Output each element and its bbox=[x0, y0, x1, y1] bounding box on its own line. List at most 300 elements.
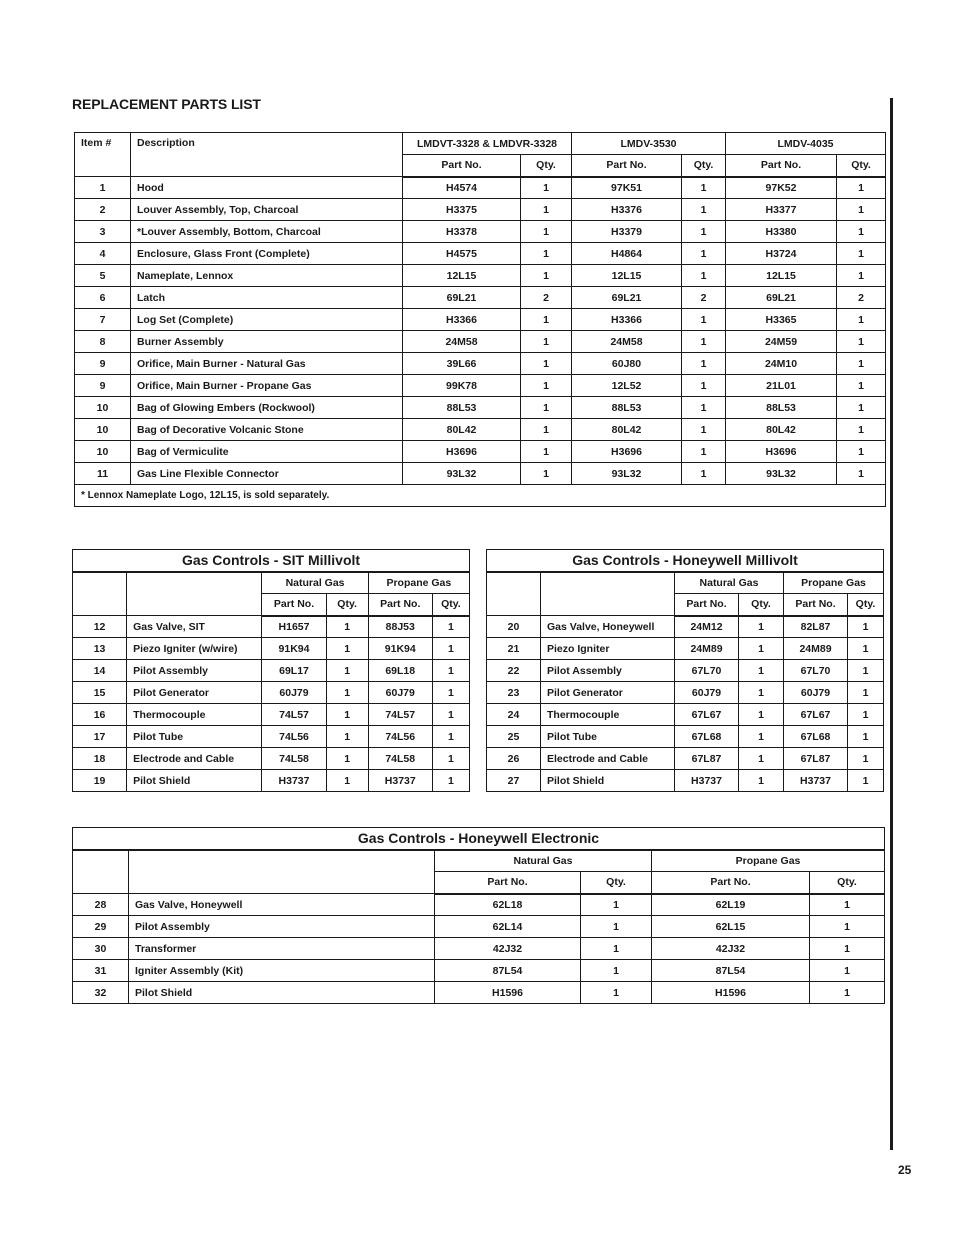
qty-cell: 1 bbox=[682, 177, 726, 199]
qty-cell: 1 bbox=[432, 726, 469, 748]
part-no-cell: 12L52 bbox=[572, 375, 682, 397]
part-no-cell: 24M59 bbox=[726, 331, 837, 353]
qty-cell: 1 bbox=[682, 353, 726, 375]
qty-cell: 1 bbox=[326, 682, 368, 704]
part-no-cell: H3375 bbox=[403, 199, 521, 221]
header-qty: Qty. bbox=[848, 594, 884, 616]
qty-cell: 1 bbox=[326, 616, 368, 638]
part-no-cell: 74L56 bbox=[262, 726, 326, 748]
header-part-no: Part No. bbox=[726, 155, 837, 177]
page-number: 25 bbox=[898, 1163, 912, 1177]
header-part-no: Part No. bbox=[403, 155, 521, 177]
part-no-cell: H3366 bbox=[572, 309, 682, 331]
blank-header bbox=[541, 572, 675, 616]
blank-header bbox=[129, 850, 435, 894]
table-row bbox=[75, 309, 886, 331]
header-qty: Qty. bbox=[326, 594, 368, 616]
part-no-cell: 24M89 bbox=[784, 638, 848, 660]
part-no-cell: 80L42 bbox=[726, 419, 837, 441]
qty-cell: 1 bbox=[521, 309, 572, 331]
part-no-cell: 67L67 bbox=[675, 704, 739, 726]
qty-cell: 1 bbox=[739, 638, 784, 660]
item-number: 5 bbox=[75, 265, 131, 287]
qty-cell: 1 bbox=[739, 660, 784, 682]
qty-cell: 1 bbox=[837, 375, 886, 397]
header-propane-gas: Propane Gas bbox=[784, 572, 884, 594]
item-number: 7 bbox=[75, 309, 131, 331]
part-description: Pilot Generator bbox=[127, 682, 262, 704]
header-item: Item # bbox=[75, 133, 131, 177]
qty-cell: 1 bbox=[521, 353, 572, 375]
part-no-cell: H3737 bbox=[784, 770, 848, 792]
item-number: 18 bbox=[73, 748, 127, 770]
part-no-cell: 91K94 bbox=[262, 638, 326, 660]
part-no-cell: H3737 bbox=[368, 770, 432, 792]
table-row bbox=[487, 748, 884, 770]
part-description: Thermocouple bbox=[541, 704, 675, 726]
part-no-cell: 60J79 bbox=[368, 682, 432, 704]
part-description: Pilot Tube bbox=[127, 726, 262, 748]
qty-cell: 1 bbox=[739, 726, 784, 748]
part-no-cell: 74L56 bbox=[368, 726, 432, 748]
qty-cell: 1 bbox=[837, 441, 886, 463]
qty-cell: 1 bbox=[521, 463, 572, 485]
part-no-cell: H3378 bbox=[403, 221, 521, 243]
qty-cell: 1 bbox=[581, 916, 652, 938]
item-number: 1 bbox=[75, 177, 131, 199]
qty-cell: 1 bbox=[326, 638, 368, 660]
qty-cell: 1 bbox=[682, 397, 726, 419]
part-no-cell: 69L21 bbox=[726, 287, 837, 309]
qty-cell: 2 bbox=[521, 287, 572, 309]
qty-cell: 1 bbox=[326, 726, 368, 748]
table-row bbox=[75, 265, 886, 287]
part-description: Gas Valve, Honeywell bbox=[129, 894, 435, 916]
part-description: Gas Line Flexible Connector bbox=[131, 463, 403, 485]
item-number: 28 bbox=[73, 894, 129, 916]
part-description: Burner Assembly bbox=[131, 331, 403, 353]
qty-cell: 1 bbox=[432, 748, 469, 770]
part-description: Piezo Igniter bbox=[541, 638, 675, 660]
part-no-cell: 74L57 bbox=[368, 704, 432, 726]
sit-table-title: Gas Controls - SIT Millivolt bbox=[73, 550, 470, 572]
part-no-cell: H4575 bbox=[403, 243, 521, 265]
item-number: 6 bbox=[75, 287, 131, 309]
table-row bbox=[73, 704, 470, 726]
table-row bbox=[73, 616, 470, 638]
header-model-lmdv-3530: LMDV-3530 bbox=[572, 133, 726, 155]
replacement-parts-table bbox=[74, 132, 886, 507]
part-no-cell: 87L54 bbox=[652, 960, 810, 982]
part-no-cell: 97K52 bbox=[726, 177, 837, 199]
part-description: Hood bbox=[131, 177, 403, 199]
table-row bbox=[487, 638, 884, 660]
part-description: Igniter Assembly (Kit) bbox=[129, 960, 435, 982]
table-row bbox=[73, 682, 470, 704]
qty-cell: 1 bbox=[837, 243, 886, 265]
table-row bbox=[73, 960, 885, 982]
qty-cell: 1 bbox=[810, 916, 885, 938]
part-no-cell: 88L53 bbox=[403, 397, 521, 419]
header-part-no: Part No. bbox=[652, 872, 810, 894]
item-number: 9 bbox=[75, 375, 131, 397]
header-part-no: Part No. bbox=[784, 594, 848, 616]
part-no-cell: 87L54 bbox=[435, 960, 581, 982]
qty-cell: 1 bbox=[581, 960, 652, 982]
part-no-cell: 69L18 bbox=[368, 660, 432, 682]
part-no-cell: H3696 bbox=[572, 441, 682, 463]
item-number: 32 bbox=[73, 982, 129, 1004]
part-description: Latch bbox=[131, 287, 403, 309]
item-number: 3 bbox=[75, 221, 131, 243]
qty-cell: 1 bbox=[682, 463, 726, 485]
qty-cell: 1 bbox=[682, 199, 726, 221]
part-no-cell: 67L68 bbox=[784, 726, 848, 748]
part-no-cell: 67L70 bbox=[675, 660, 739, 682]
part-no-cell: H3737 bbox=[675, 770, 739, 792]
header-propane-gas: Propane Gas bbox=[652, 850, 885, 872]
blank-header bbox=[73, 572, 127, 616]
part-no-cell: 88L53 bbox=[572, 397, 682, 419]
part-no-cell: 67L87 bbox=[675, 748, 739, 770]
part-no-cell: H3365 bbox=[726, 309, 837, 331]
part-no-cell: 60J79 bbox=[784, 682, 848, 704]
qty-cell: 1 bbox=[521, 375, 572, 397]
item-number: 26 bbox=[487, 748, 541, 770]
table-row bbox=[73, 982, 885, 1004]
qty-cell: 1 bbox=[432, 616, 469, 638]
item-number: 29 bbox=[73, 916, 129, 938]
header-qty: Qty. bbox=[810, 872, 885, 894]
item-number: 2 bbox=[75, 199, 131, 221]
part-no-cell: H3696 bbox=[403, 441, 521, 463]
part-description: Pilot Generator bbox=[541, 682, 675, 704]
item-number: 22 bbox=[487, 660, 541, 682]
part-no-cell: 60J79 bbox=[675, 682, 739, 704]
qty-cell: 1 bbox=[521, 331, 572, 353]
qty-cell: 1 bbox=[837, 353, 886, 375]
table-row bbox=[487, 682, 884, 704]
item-number: 12 bbox=[73, 616, 127, 638]
part-no-cell: 67L68 bbox=[675, 726, 739, 748]
part-no-cell: 91K94 bbox=[368, 638, 432, 660]
table-row bbox=[73, 770, 470, 792]
part-no-cell: 74L58 bbox=[368, 748, 432, 770]
part-no-cell: 60J79 bbox=[262, 682, 326, 704]
part-no-cell: 62L15 bbox=[652, 916, 810, 938]
part-no-cell: 67L87 bbox=[784, 748, 848, 770]
part-description: Pilot Shield bbox=[129, 982, 435, 1004]
part-no-cell: 93L32 bbox=[572, 463, 682, 485]
header-model-lmdvt-3328: LMDVT-3328 & LMDVR-3328 bbox=[403, 133, 572, 155]
part-no-cell: H3696 bbox=[726, 441, 837, 463]
table-row bbox=[75, 243, 886, 265]
qty-cell: 1 bbox=[521, 397, 572, 419]
qty-cell: 2 bbox=[682, 287, 726, 309]
hw-table-title: Gas Controls - Honeywell Millivolt bbox=[487, 550, 884, 572]
header-propane-gas: Propane Gas bbox=[368, 572, 469, 594]
part-no-cell: 62L14 bbox=[435, 916, 581, 938]
part-no-cell: 67L70 bbox=[784, 660, 848, 682]
part-no-cell: H3724 bbox=[726, 243, 837, 265]
part-description: Pilot Shield bbox=[541, 770, 675, 792]
header-part-no: Part No. bbox=[435, 872, 581, 894]
part-no-cell: 93L32 bbox=[726, 463, 837, 485]
part-description: Transformer bbox=[129, 938, 435, 960]
part-no-cell: 88L53 bbox=[726, 397, 837, 419]
header-model-lmdv-4035: LMDV-4035 bbox=[726, 133, 886, 155]
table-row bbox=[75, 375, 886, 397]
item-number: 25 bbox=[487, 726, 541, 748]
qty-cell: 1 bbox=[682, 221, 726, 243]
qty-cell: 1 bbox=[837, 331, 886, 353]
part-no-cell: H4574 bbox=[403, 177, 521, 199]
table-row bbox=[73, 748, 470, 770]
table-row bbox=[487, 704, 884, 726]
item-number: 30 bbox=[73, 938, 129, 960]
part-no-cell: 62L18 bbox=[435, 894, 581, 916]
part-no-cell: 80L42 bbox=[572, 419, 682, 441]
qty-cell: 1 bbox=[739, 770, 784, 792]
part-no-cell: 12L15 bbox=[572, 265, 682, 287]
part-no-cell: 88J53 bbox=[368, 616, 432, 638]
qty-cell: 1 bbox=[739, 704, 784, 726]
qty-cell: 1 bbox=[521, 265, 572, 287]
part-description: Thermocouple bbox=[127, 704, 262, 726]
part-no-cell: H3379 bbox=[572, 221, 682, 243]
table-row bbox=[487, 660, 884, 682]
item-number: 10 bbox=[75, 397, 131, 419]
item-number: 20 bbox=[487, 616, 541, 638]
part-description: *Louver Assembly, Bottom, Charcoal bbox=[131, 221, 403, 243]
part-no-cell: 39L66 bbox=[403, 353, 521, 375]
part-no-cell: H3380 bbox=[726, 221, 837, 243]
item-number: 4 bbox=[75, 243, 131, 265]
qty-cell: 1 bbox=[682, 309, 726, 331]
item-number: 9 bbox=[75, 353, 131, 375]
table-row bbox=[75, 397, 886, 419]
part-no-cell: 69L17 bbox=[262, 660, 326, 682]
header-description: Description bbox=[131, 133, 403, 177]
part-description: Nameplate, Lennox bbox=[131, 265, 403, 287]
table-row bbox=[75, 331, 886, 353]
qty-cell: 1 bbox=[848, 704, 884, 726]
qty-cell: 1 bbox=[837, 463, 886, 485]
sit-millivolt-table bbox=[72, 549, 470, 792]
table-row bbox=[73, 726, 470, 748]
header-qty: Qty. bbox=[521, 155, 572, 177]
qty-cell: 1 bbox=[848, 660, 884, 682]
qty-cell: 1 bbox=[837, 221, 886, 243]
part-description: Pilot Assembly bbox=[129, 916, 435, 938]
part-no-cell: 24M10 bbox=[726, 353, 837, 375]
part-no-cell: H3366 bbox=[403, 309, 521, 331]
item-number: 8 bbox=[75, 331, 131, 353]
header-qty: Qty. bbox=[739, 594, 784, 616]
header-qty: Qty. bbox=[682, 155, 726, 177]
item-number: 14 bbox=[73, 660, 127, 682]
part-no-cell: 99K78 bbox=[403, 375, 521, 397]
part-description: Electrode and Cable bbox=[127, 748, 262, 770]
qty-cell: 1 bbox=[739, 616, 784, 638]
part-description: Bag of Decorative Volcanic Stone bbox=[131, 419, 403, 441]
part-no-cell: 24M89 bbox=[675, 638, 739, 660]
item-number: 13 bbox=[73, 638, 127, 660]
qty-cell: 1 bbox=[837, 177, 886, 199]
blank-header bbox=[73, 850, 129, 894]
part-description: Electrode and Cable bbox=[541, 748, 675, 770]
item-number: 27 bbox=[487, 770, 541, 792]
qty-cell: 1 bbox=[432, 638, 469, 660]
table-row bbox=[487, 726, 884, 748]
qty-cell: 1 bbox=[521, 177, 572, 199]
qty-cell: 1 bbox=[521, 441, 572, 463]
item-number: 11 bbox=[75, 463, 131, 485]
qty-cell: 1 bbox=[848, 638, 884, 660]
qty-cell: 1 bbox=[682, 441, 726, 463]
part-description: Orifice, Main Burner - Propane Gas bbox=[131, 375, 403, 397]
qty-cell: 1 bbox=[837, 397, 886, 419]
qty-cell: 1 bbox=[326, 704, 368, 726]
item-number: 31 bbox=[73, 960, 129, 982]
part-no-cell: 42J32 bbox=[652, 938, 810, 960]
honeywell-electronic-table bbox=[72, 827, 885, 1004]
qty-cell: 1 bbox=[521, 243, 572, 265]
part-no-cell: 62L19 bbox=[652, 894, 810, 916]
part-no-cell: 42J32 bbox=[435, 938, 581, 960]
qty-cell: 1 bbox=[810, 938, 885, 960]
qty-cell: 1 bbox=[848, 726, 884, 748]
part-no-cell: H3737 bbox=[262, 770, 326, 792]
part-no-cell: 24M58 bbox=[403, 331, 521, 353]
part-no-cell: 80L42 bbox=[403, 419, 521, 441]
qty-cell: 1 bbox=[848, 616, 884, 638]
qty-cell: 1 bbox=[432, 660, 469, 682]
part-no-cell: H1596 bbox=[652, 982, 810, 1004]
part-description: Pilot Tube bbox=[541, 726, 675, 748]
part-no-cell: 74L58 bbox=[262, 748, 326, 770]
header-part-no: Part No. bbox=[262, 594, 326, 616]
qty-cell: 1 bbox=[432, 704, 469, 726]
part-no-cell: 12L15 bbox=[403, 265, 521, 287]
qty-cell: 1 bbox=[837, 265, 886, 287]
table-row bbox=[75, 419, 886, 441]
table-row bbox=[487, 770, 884, 792]
qty-cell: 1 bbox=[521, 199, 572, 221]
part-no-cell: 60J80 bbox=[572, 353, 682, 375]
item-number: 10 bbox=[75, 419, 131, 441]
table-row bbox=[73, 938, 885, 960]
qty-cell: 1 bbox=[682, 243, 726, 265]
qty-cell: 1 bbox=[521, 221, 572, 243]
table-row bbox=[75, 441, 886, 463]
el-table-title: Gas Controls - Honeywell Electronic bbox=[73, 828, 885, 850]
honeywell-millivolt-table bbox=[486, 549, 884, 792]
header-qty: Qty. bbox=[837, 155, 886, 177]
header-part-no: Part No. bbox=[675, 594, 739, 616]
part-no-cell: H1657 bbox=[262, 616, 326, 638]
qty-cell: 1 bbox=[521, 419, 572, 441]
part-description: Bag of Vermiculite bbox=[131, 441, 403, 463]
qty-cell: 1 bbox=[848, 682, 884, 704]
blank-header bbox=[487, 572, 541, 616]
table-row bbox=[487, 616, 884, 638]
item-number: 16 bbox=[73, 704, 127, 726]
header-part-no: Part No. bbox=[572, 155, 682, 177]
blank-header bbox=[127, 572, 262, 616]
table-row bbox=[75, 221, 886, 243]
qty-cell: 1 bbox=[581, 982, 652, 1004]
qty-cell: 1 bbox=[837, 309, 886, 331]
item-number: 23 bbox=[487, 682, 541, 704]
qty-cell: 1 bbox=[848, 748, 884, 770]
part-description: Gas Valve, SIT bbox=[127, 616, 262, 638]
qty-cell: 1 bbox=[739, 682, 784, 704]
table-row bbox=[73, 894, 885, 916]
header-natural-gas: Natural Gas bbox=[435, 850, 652, 872]
part-no-cell: 82L87 bbox=[784, 616, 848, 638]
part-no-cell: 12L15 bbox=[726, 265, 837, 287]
part-description: Louver Assembly, Top, Charcoal bbox=[131, 199, 403, 221]
part-description: Enclosure, Glass Front (Complete) bbox=[131, 243, 403, 265]
header-natural-gas: Natural Gas bbox=[675, 572, 784, 594]
qty-cell: 1 bbox=[682, 419, 726, 441]
footnote: * Lennox Nameplate Logo, 12L15, is sold separately. bbox=[75, 485, 886, 507]
header-natural-gas: Natural Gas bbox=[262, 572, 368, 594]
qty-cell: 1 bbox=[432, 682, 469, 704]
item-number: 19 bbox=[73, 770, 127, 792]
table-row bbox=[75, 287, 886, 309]
qty-cell: 1 bbox=[848, 770, 884, 792]
qty-cell: 1 bbox=[432, 770, 469, 792]
part-description: Log Set (Complete) bbox=[131, 309, 403, 331]
qty-cell: 1 bbox=[682, 265, 726, 287]
item-number: 24 bbox=[487, 704, 541, 726]
header-qty: Qty. bbox=[581, 872, 652, 894]
part-no-cell: H1596 bbox=[435, 982, 581, 1004]
table-row bbox=[73, 916, 885, 938]
header-qty: Qty. bbox=[432, 594, 469, 616]
part-no-cell: H3377 bbox=[726, 199, 837, 221]
table-row bbox=[75, 353, 886, 375]
qty-cell: 1 bbox=[326, 660, 368, 682]
qty-cell: 1 bbox=[810, 894, 885, 916]
qty-cell: 1 bbox=[581, 894, 652, 916]
qty-cell: 1 bbox=[326, 770, 368, 792]
part-description: Orifice, Main Burner - Natural Gas bbox=[131, 353, 403, 375]
part-no-cell: 24M58 bbox=[572, 331, 682, 353]
part-no-cell: H3376 bbox=[572, 199, 682, 221]
page-title: REPLACEMENT PARTS LIST bbox=[72, 96, 261, 112]
margin-rule bbox=[890, 98, 893, 1150]
qty-cell: 1 bbox=[326, 748, 368, 770]
part-no-cell: 74L57 bbox=[262, 704, 326, 726]
qty-cell: 1 bbox=[581, 938, 652, 960]
part-description: Pilot Shield bbox=[127, 770, 262, 792]
part-no-cell: 24M12 bbox=[675, 616, 739, 638]
item-number: 17 bbox=[73, 726, 127, 748]
item-number: 10 bbox=[75, 441, 131, 463]
qty-cell: 1 bbox=[739, 748, 784, 770]
item-number: 15 bbox=[73, 682, 127, 704]
part-no-cell: 93L32 bbox=[403, 463, 521, 485]
qty-cell: 1 bbox=[810, 960, 885, 982]
part-description: Pilot Assembly bbox=[127, 660, 262, 682]
part-no-cell: 67L67 bbox=[784, 704, 848, 726]
table-row bbox=[75, 463, 886, 485]
qty-cell: 2 bbox=[837, 287, 886, 309]
part-description: Gas Valve, Honeywell bbox=[541, 616, 675, 638]
